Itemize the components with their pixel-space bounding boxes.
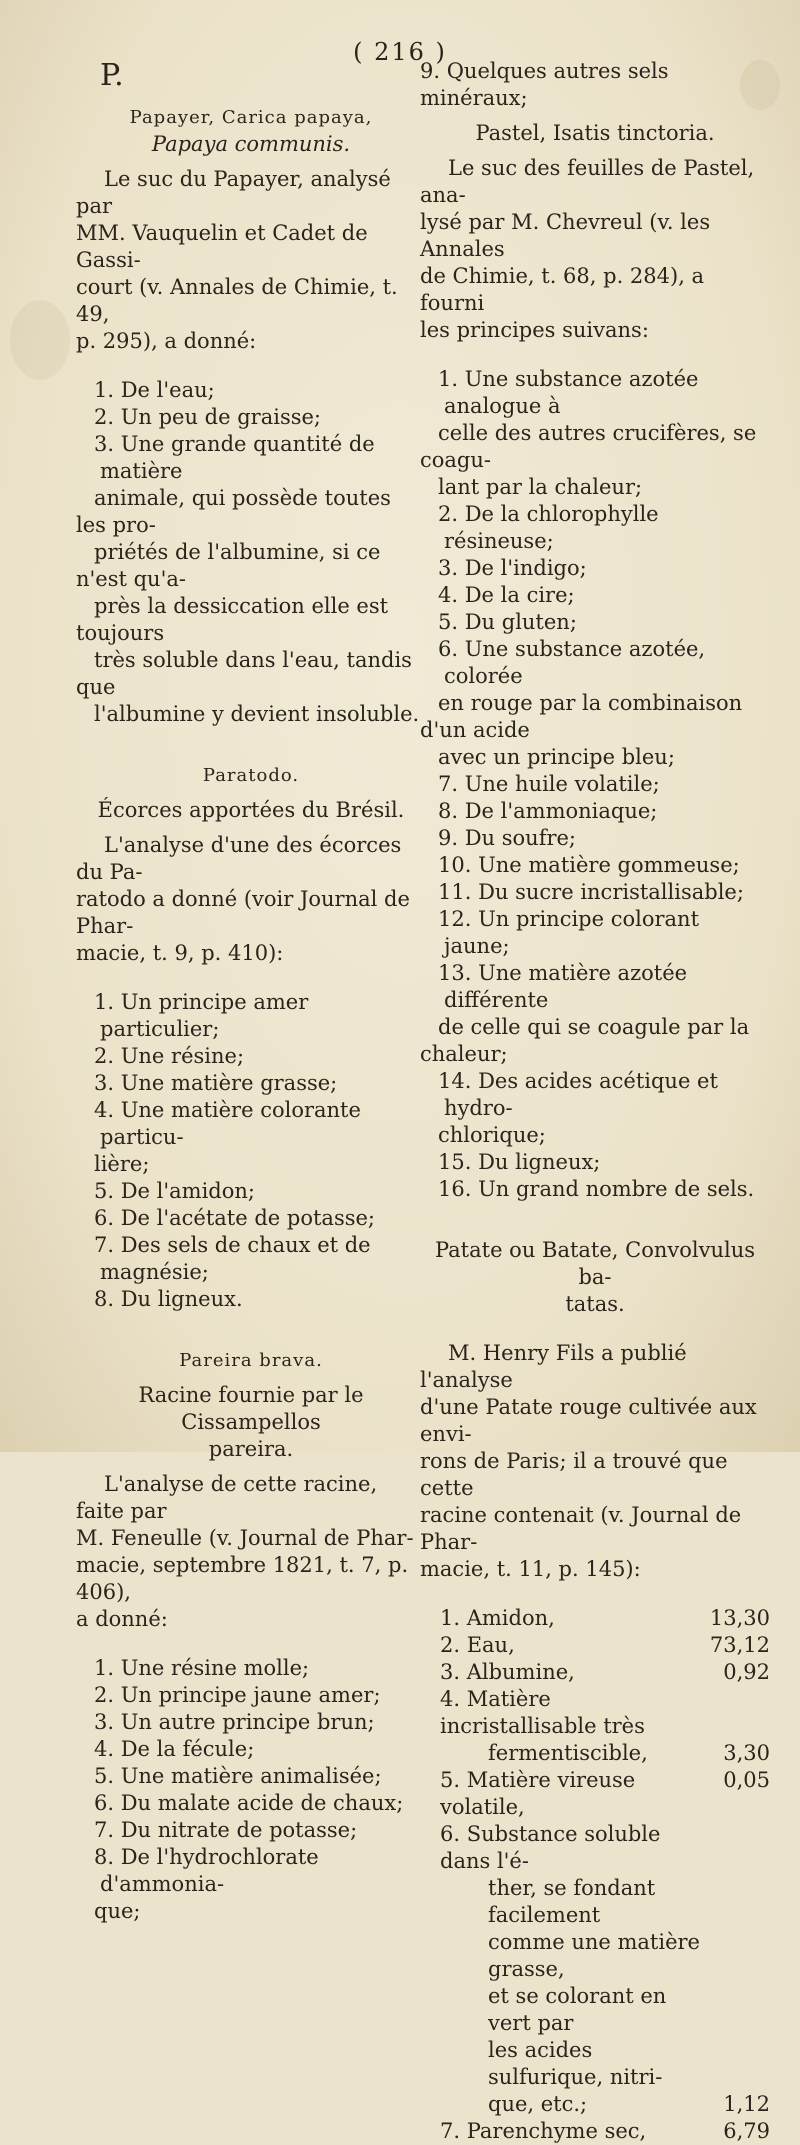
- list-item: 4. Une matière colorante particu-: [94, 1098, 361, 1149]
- list-item: 6. De l'acétate de potasse;: [94, 1206, 375, 1230]
- pareira-intro: [76, 1471, 426, 1633]
- paratodo-subtitle: Écorces apportées du Brésil.: [97, 798, 405, 822]
- list-item: 10. Une matière gommeuse;: [438, 853, 740, 877]
- pareira-items: [76, 1655, 426, 1925]
- paragraph-line: M. Henry Fils a publié l'analyse: [420, 1341, 687, 1392]
- row-label: ther, se fondant facilement: [488, 1876, 656, 1927]
- list-item: animale, qui possède toutes les pro-: [76, 486, 391, 537]
- list-item: de celle qui se coagule par la chaleur;: [420, 1015, 750, 1066]
- paragraph-line: a donné:: [76, 1607, 168, 1631]
- list-item: 2. Un peu de graisse;: [94, 405, 322, 429]
- list-item: 1. Un principe amer particulier;: [94, 990, 309, 1041]
- paragraph-line: d'une Patate rouge cultivée aux envi-: [420, 1395, 757, 1446]
- list-item: 13. Une matière azotée différente: [438, 961, 688, 1012]
- list-item: 8. De l'hydrochlorate d'ammonia-: [94, 1845, 319, 1896]
- paragraph-line: MM. Vauquelin et Cadet de Gassi-: [76, 221, 368, 272]
- list-item: 2. De la chlorophylle résineuse;: [438, 502, 659, 553]
- list-item: 2. Un principe jaune amer;: [94, 1683, 381, 1707]
- paratodo-items: [76, 989, 426, 1313]
- list-item: lant par la chaleur;: [438, 475, 643, 499]
- papayer-subtitle: Papaya communis.: [151, 132, 351, 156]
- patate-title: [420, 1237, 770, 1318]
- patate-table: [420, 1605, 770, 2145]
- row-value: [700, 1686, 770, 1740]
- list-item: 14. Des acides acétique et hydro-: [438, 1069, 718, 1120]
- page-number: ( 216 ): [353, 38, 447, 66]
- list-item: l'albumine y devient insoluble.: [94, 702, 420, 726]
- row-label: que, etc.;: [488, 2092, 588, 2116]
- list-item: 1. Une résine molle;: [94, 1656, 310, 1680]
- paragraph-line: ratodo a donné (voir Journal de Phar-: [76, 887, 410, 938]
- paragraph-line: L'analyse de cette racine, faite par: [76, 1472, 378, 1523]
- list-item: lière;: [94, 1152, 150, 1176]
- paragraph-line: Le suc des feuilles de Pastel, ana-: [420, 156, 755, 207]
- row-label: comme une matière grasse,: [488, 1930, 700, 1981]
- paragraph-line: M. Feneulle (v. Journal de Phar-: [76, 1526, 414, 1550]
- row-label: 2. Eau,: [440, 1633, 515, 1657]
- paragraph-line: macie, t. 11, p. 145):: [420, 1557, 641, 1581]
- pastel-title: Pastel, Isatis tinctoria.: [475, 121, 715, 145]
- row-value: [700, 2037, 770, 2091]
- list-item: 5. Une matière animalisée;: [94, 1764, 382, 1788]
- table-row: [420, 1686, 770, 1740]
- paragraph-line: court (v. Annales de Chimie, t. 49,: [76, 275, 398, 326]
- row-value: [700, 1929, 770, 1983]
- subtitle-line: Racine fournie par le Cissampellos: [138, 1383, 364, 1434]
- list-item: près la dessiccation elle est toujours: [76, 594, 389, 645]
- list-item: 7. Des sels de chaux et de magnésie;: [94, 1233, 371, 1284]
- list-item: 3. De l'indigo;: [438, 556, 587, 580]
- row-value: 3,30: [723, 1741, 770, 1765]
- row-label: 7. Parenchyme sec,: [440, 2119, 647, 2143]
- list-item: 1. De l'eau;: [94, 378, 215, 402]
- row-label: 1. Amidon,: [440, 1606, 555, 1630]
- left-column: [76, 104, 426, 1925]
- row-label: 3. Albumine,: [440, 1660, 575, 1684]
- table-row: [420, 1659, 770, 1686]
- pareira-title: Pareira brava.: [179, 1350, 323, 1371]
- list-item: 16. Un grand nombre de sels.: [438, 1177, 755, 1201]
- papayer-intro: [76, 166, 426, 355]
- table-row: [420, 1767, 770, 1821]
- list-item: chlorique;: [438, 1123, 546, 1147]
- row-value: [700, 1983, 770, 2037]
- list-item: 8. De l'ammoniaque;: [438, 799, 658, 823]
- row-label: 6. Substance soluble dans l'é-: [440, 1822, 661, 1873]
- row-label: les acides sulfurique, nitri-: [488, 2038, 663, 2089]
- paragraph-line: les principes suivans:: [420, 318, 649, 342]
- list-item: 7. Une huile volatile;: [438, 772, 660, 796]
- paragraph-line: Le suc du Papayer, analysé par: [76, 167, 391, 218]
- list-item: que;: [94, 1899, 141, 1923]
- list-item: priétés de l'albumine, si ce n'est qu'a-: [76, 540, 381, 591]
- row-label: et se colorant en vert par: [488, 1984, 667, 2035]
- list-item: en rouge par la combinaison d'un acide: [420, 691, 743, 742]
- row-label: 5. Matière vireuse volatile,: [440, 1768, 636, 1819]
- table-row: [420, 2091, 770, 2118]
- title-line: Patate ou Batate, Convolvulus ba-: [434, 1238, 756, 1289]
- row-value: [700, 1821, 770, 1875]
- table-row: [420, 1632, 770, 1659]
- row-value: 73,12: [709, 1633, 770, 1657]
- paragraph-line: rons de Paris; il a trouvé que cette: [420, 1449, 728, 1500]
- list-item: 5. Du gluten;: [438, 610, 577, 634]
- paratodo-intro: [76, 832, 426, 967]
- row-label: fermentiscible,: [488, 1741, 648, 1765]
- pareira-subtitle: [76, 1382, 426, 1463]
- paragraph-line: L'analyse d'une des écorces du Pa-: [76, 833, 402, 884]
- table-row: [420, 1740, 770, 1767]
- list-item: 3. Une grande quantité de matière: [94, 432, 375, 483]
- patate-intro: [420, 1340, 770, 1583]
- list-item: 5. De l'amidon;: [94, 1179, 255, 1203]
- list-item: 3. Une matière grasse;: [94, 1071, 338, 1095]
- table-row: [420, 1605, 770, 1632]
- row-value: 13,30: [709, 1606, 770, 1630]
- list-item: 1. Une substance azotée analogue à: [438, 367, 699, 418]
- papayer-items: [76, 377, 426, 728]
- paper-stain: [10, 300, 70, 380]
- subtitle-line: pareira.: [208, 1437, 294, 1461]
- title-line: tatas.: [565, 1292, 625, 1316]
- paragraph-line: lysé par M. Chevreul (v. les Annales: [420, 210, 711, 261]
- pastel-items: [420, 366, 770, 1203]
- row-value: 0,05: [723, 1768, 770, 1792]
- list-item: très soluble dans l'eau, tandis que: [76, 648, 412, 699]
- row-value: 1,12: [723, 2092, 770, 2116]
- paragraph-line: macie, septembre 1821, t. 7, p. 406),: [76, 1553, 409, 1604]
- list-item: 4. De la cire;: [438, 583, 575, 607]
- table-row: [420, 1983, 770, 2037]
- list-item: 11. Du sucre incristallisable;: [438, 880, 744, 904]
- list-item: 15. Du ligneux;: [438, 1150, 601, 1174]
- paratodo-title: Paratodo.: [202, 765, 300, 786]
- paragraph-line: macie, t. 9, p. 410):: [76, 941, 284, 965]
- list-item: 9. Du soufre;: [438, 826, 577, 850]
- row-label: 4. Matière incristallisable très: [440, 1687, 645, 1738]
- row-value: 6,79: [723, 2119, 770, 2143]
- row-value: [700, 1875, 770, 1929]
- table-row: [420, 2037, 770, 2091]
- pastel-intro: [420, 155, 770, 344]
- section-letter: P.: [100, 58, 124, 93]
- list-item: 8. Du ligneux.: [94, 1287, 243, 1311]
- table-row: [420, 1875, 770, 1929]
- list-item: avec un principe bleu;: [438, 745, 675, 769]
- papayer-title: Papayer, Carica papaya,: [129, 107, 373, 128]
- list-item: 6. Du malate acide de chaux;: [94, 1791, 404, 1815]
- row-value: 0,92: [723, 1660, 770, 1684]
- list-item: celle des autres crucifères, se coagu-: [420, 421, 757, 472]
- list-item: 7. Du nitrate de potasse;: [94, 1818, 358, 1842]
- list-item: 3. Un autre principe brun;: [94, 1710, 375, 1734]
- list-item: 4. De la fécule;: [94, 1737, 255, 1761]
- list-item: 2. Une résine;: [94, 1044, 245, 1068]
- list-item: 12. Un principe colorant jaune;: [438, 907, 700, 958]
- list-item: 6. Une substance azotée, colorée: [438, 637, 706, 688]
- table-row: [420, 2118, 770, 2145]
- table-row: [420, 1929, 770, 1983]
- paragraph-line: p. 295), a donné:: [76, 329, 257, 353]
- continued-item: 9. Quelques autres sels minéraux;: [420, 59, 669, 110]
- table-row: [420, 1821, 770, 1875]
- right-column: [420, 58, 770, 2145]
- paragraph-line: de Chimie, t. 68, p. 284), a fourni: [420, 264, 705, 315]
- paragraph-line: racine contenait (v. Journal de Phar-: [420, 1503, 742, 1554]
